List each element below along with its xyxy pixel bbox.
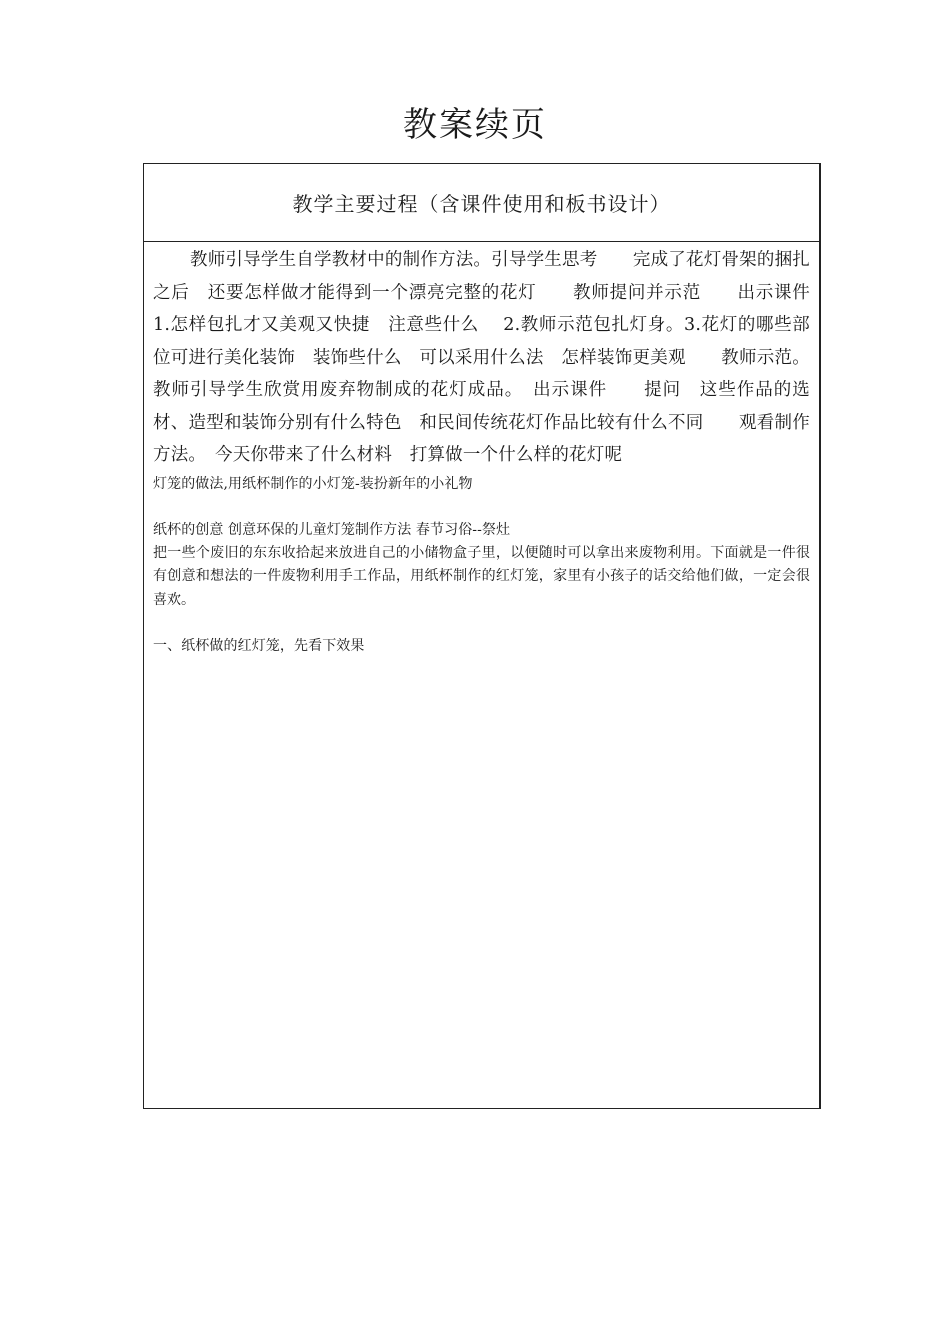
lesson-plan-table — [143, 163, 846, 1109]
table-header-text: 教学主要过程（含课件使用和板书设计） — [292, 192, 671, 216]
blank-line — [153, 612, 810, 634]
recycle-paragraph: 把一些个废旧的东东收拾起来放进自己的小储物盒子里，以便随时可以拿出来废物利用。下面就是一件很有创意和想法的一件废物利用手工作品，用纸杯制作的红灯笼，家里有小孩子的话交给他们做，一定会很喜欢。 — [153, 544, 810, 608]
table-header — [144, 164, 819, 242]
lantern-method-line: 灯笼的做法,用纸杯制作的小灯笼-装扮新年的小礼物 — [153, 475, 473, 492]
table-body — [144, 242, 846, 658]
cup-idea-line: 纸杯的创意 创意环保的儿童灯笼制作方法 春节习俗--祭灶 — [153, 521, 511, 538]
blank-line — [153, 496, 810, 518]
document-title: 教案续页 — [403, 105, 547, 145]
teaching-process-paragraph: 教师引导学生自学教材中的制作方法。引导学生思考 完成了花灯骨架的捆扎之后 还要怎样做才能得到一个漂亮完整的花灯 教师提问并示范 出示课件 1.怎样包扎才又美观又快捷 注意些什么 2.教师示范包扎灯身。3.花灯的哪些部位可进行美化装饰 装饰些什么 可以采用什么法 怎样装饰更美观 教师示范。 教师引导学生欣赏用废弃物制成的花灯成品。 出示课件 提问 这些作品的选材、造型和装饰分别有什么特色 和民间传统花灯作品比较有什么不同 观看制作方法。 今天你带来了什么材料 打算做一个什么样的花灯呢 — [153, 250, 846, 465]
section-one-line: 一、纸杯做的红灯笼，先看下效果 — [153, 638, 365, 654]
